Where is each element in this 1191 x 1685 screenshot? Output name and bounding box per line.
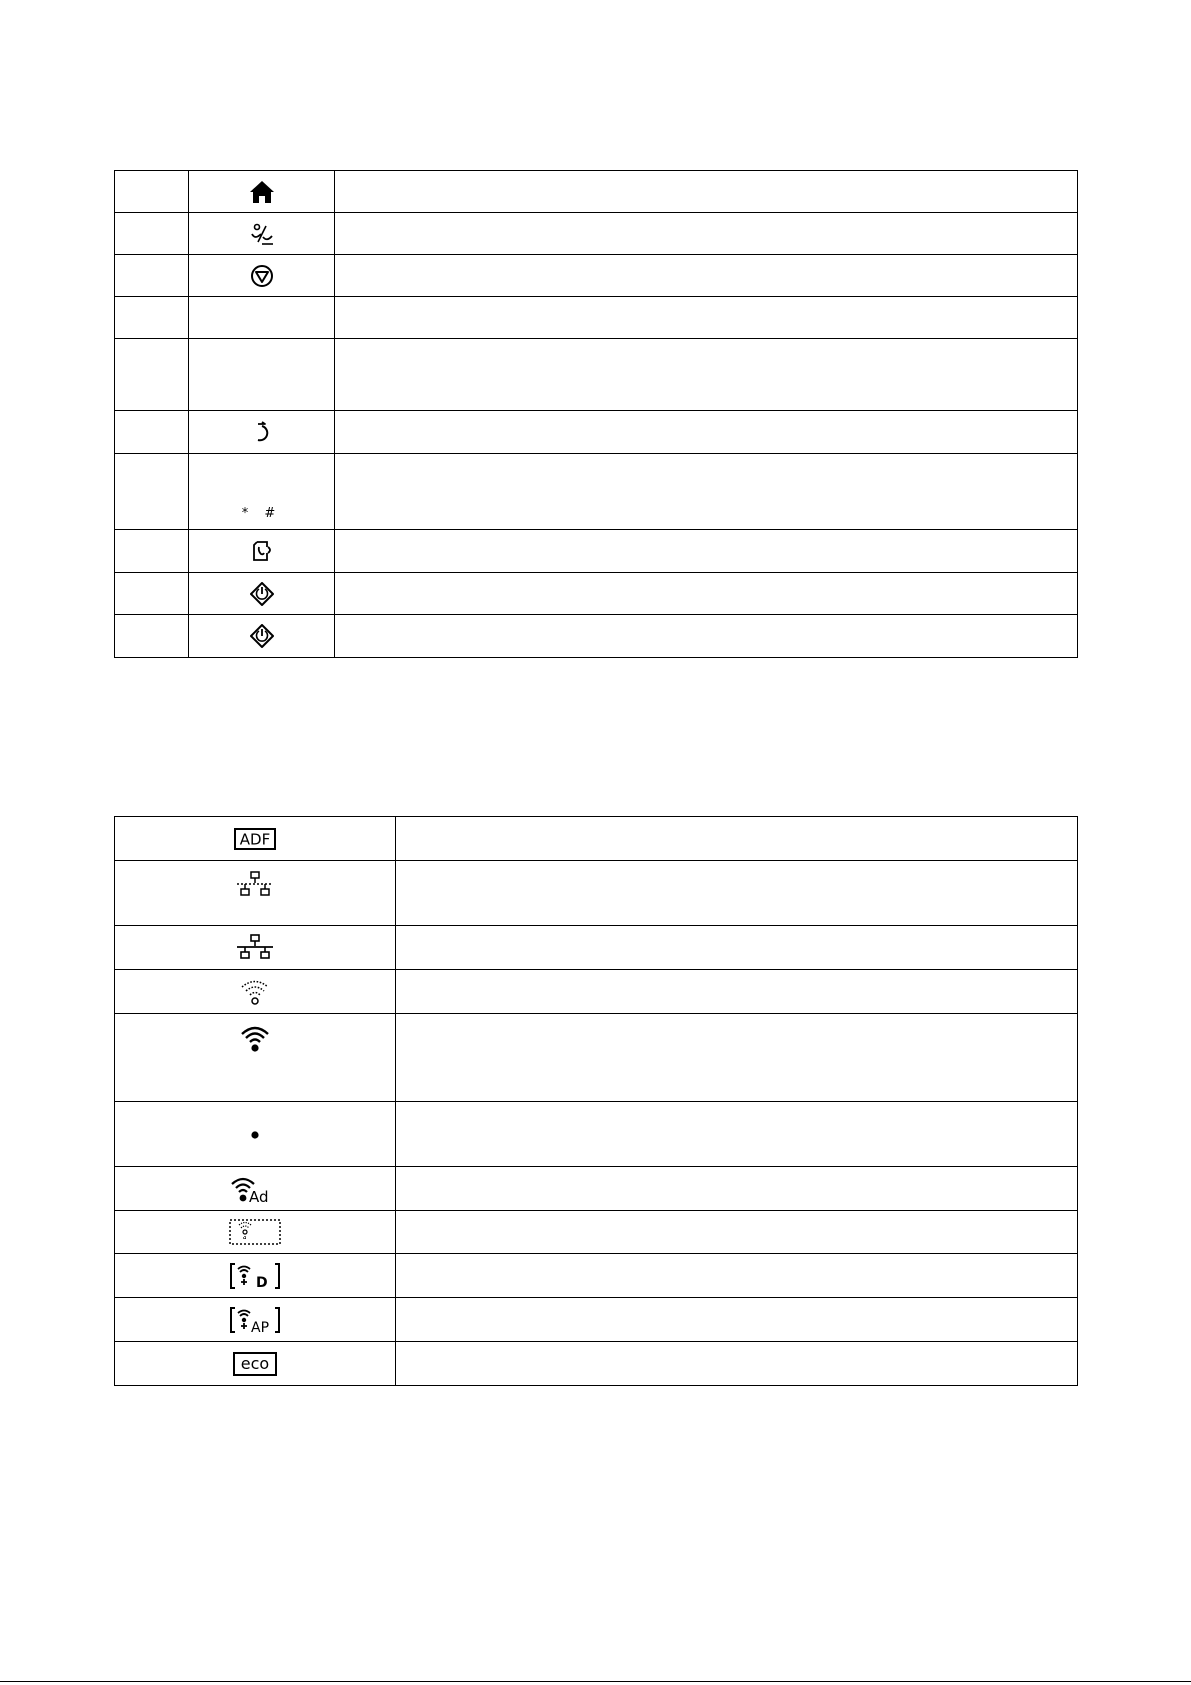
icon-cell	[189, 255, 335, 297]
eco-icon	[233, 1352, 277, 1376]
adhoc-icon-label: Ad	[249, 1187, 269, 1204]
wifi-disconnected-icon	[240, 978, 270, 1006]
table-row	[115, 926, 1078, 970]
row-number-cell	[115, 454, 189, 530]
row-number-cell	[115, 339, 189, 411]
table-row	[115, 1254, 1078, 1298]
description-cell	[335, 213, 1078, 255]
icon-cell	[115, 926, 396, 970]
redial-pause-icon	[251, 539, 273, 563]
simple-ap-icon	[229, 1306, 281, 1334]
icon-cell	[115, 1342, 396, 1386]
table-row	[115, 970, 1078, 1014]
description-cell	[396, 1211, 1078, 1254]
wifi-direct-connected-icon	[229, 1262, 281, 1290]
table-row	[115, 297, 1078, 339]
wifi-searching-dot-icon	[249, 1129, 261, 1141]
wifi-direct-icon-label: D	[256, 1274, 268, 1290]
description-cell	[396, 1167, 1078, 1211]
row-number-cell	[115, 615, 189, 658]
table-row	[115, 1298, 1078, 1342]
row-number-cell	[115, 171, 189, 213]
icon-cell	[189, 213, 335, 255]
adf-icon	[234, 828, 276, 850]
wifi-connected-icon	[240, 1024, 270, 1054]
icon-cell	[189, 454, 335, 530]
icon-cell	[115, 1298, 396, 1342]
description-cell	[396, 1014, 1078, 1102]
wifi-adhoc-icon	[230, 1174, 280, 1204]
row-number-cell	[115, 411, 189, 454]
wired-lan-connected-icon	[236, 934, 274, 962]
icon-cell	[189, 297, 335, 339]
icon-cell	[115, 1167, 396, 1211]
fax-hook-icon	[249, 222, 275, 246]
icon-cell	[115, 1211, 396, 1254]
description-cell	[396, 861, 1078, 926]
table-row	[115, 1167, 1078, 1211]
start-bw-icon	[250, 624, 274, 648]
description-cell	[396, 970, 1078, 1014]
description-cell	[396, 926, 1078, 970]
table-row	[115, 615, 1078, 658]
icon-cell	[115, 861, 396, 926]
icon-cell	[189, 615, 335, 658]
icon-cell	[189, 171, 335, 213]
table-row	[115, 255, 1078, 297]
description-cell	[396, 817, 1078, 861]
description-cell	[335, 530, 1078, 573]
status-icons-table	[114, 816, 1078, 1386]
description-cell	[396, 1102, 1078, 1167]
control-panel-buttons-table	[114, 170, 1078, 658]
description-cell	[396, 1298, 1078, 1342]
table-row	[115, 213, 1078, 255]
table-row	[115, 1211, 1078, 1254]
simple-ap-icon-label: AP	[251, 1319, 270, 1334]
icon-cell	[189, 339, 335, 411]
stop-icon	[250, 264, 274, 288]
back-icon	[252, 421, 272, 443]
table-row	[115, 1342, 1078, 1386]
table-row	[115, 411, 1078, 454]
table-row	[115, 573, 1078, 615]
row-number-cell	[115, 297, 189, 339]
icon-cell	[115, 970, 396, 1014]
icon-cell	[115, 1102, 396, 1167]
table-row	[115, 1102, 1078, 1167]
row-number-cell	[115, 213, 189, 255]
home-icon	[249, 180, 275, 204]
table-row	[115, 530, 1078, 573]
description-cell	[335, 411, 1078, 454]
table-row	[115, 861, 1078, 926]
numeric-keypad-glyphs: * #	[241, 506, 282, 521]
description-cell	[335, 171, 1078, 213]
row-number-cell	[115, 255, 189, 297]
table-row	[115, 339, 1078, 411]
description-cell	[335, 454, 1078, 530]
row-number-cell	[115, 573, 189, 615]
icon-cell	[189, 573, 335, 615]
page-bottom-rule	[0, 1681, 1191, 1682]
icon-cell	[115, 1254, 396, 1298]
description-cell	[335, 255, 1078, 297]
icon-cell	[115, 1014, 396, 1102]
icon-cell	[189, 530, 335, 573]
icon-cell	[115, 817, 396, 861]
table-row	[115, 454, 1078, 530]
table-row	[115, 1014, 1078, 1102]
adf-icon-label: ADF	[239, 830, 271, 848]
table-row	[115, 171, 1078, 213]
description-cell	[335, 339, 1078, 411]
table-row	[115, 817, 1078, 861]
description-cell	[396, 1254, 1078, 1298]
description-cell	[396, 1342, 1078, 1386]
description-cell	[335, 297, 1078, 339]
wifi-direct-disconnected-icon	[229, 1219, 281, 1245]
row-number-cell	[115, 530, 189, 573]
eco-icon-label: eco	[240, 1353, 270, 1373]
icon-cell	[189, 411, 335, 454]
description-cell	[335, 615, 1078, 658]
wired-lan-disconnected-icon	[236, 871, 274, 901]
description-cell	[335, 573, 1078, 615]
start-color-icon	[250, 582, 274, 606]
